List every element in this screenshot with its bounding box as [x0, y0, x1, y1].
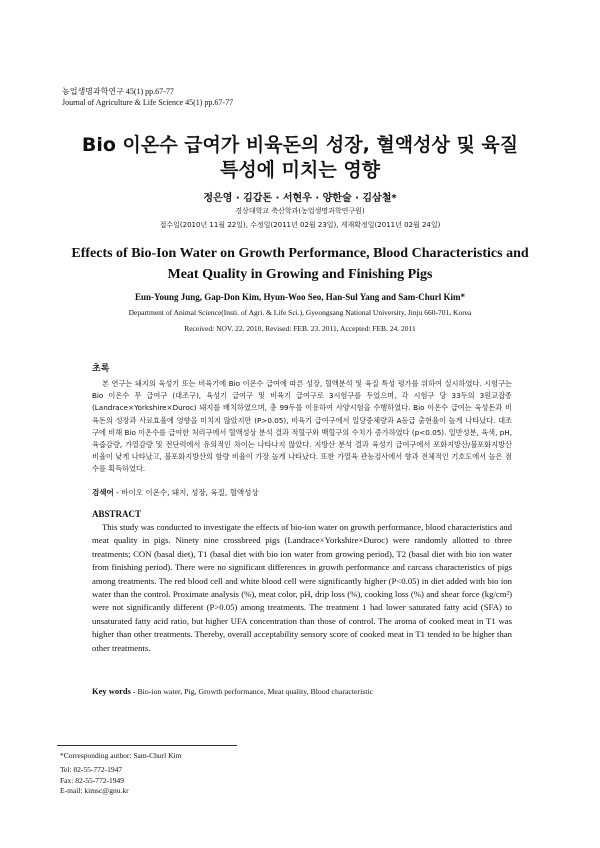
- authors-korean: 정은영 · 김갑돈 · 서현우 · 양한술 · 김삼철*: [203, 193, 397, 204]
- keywords-ko: [92, 487, 259, 498]
- title-en-line1: Effects of Bio-Ion Water on Growth Performance, Blood Characteristics and: [71, 246, 529, 261]
- keywords-ko-list: - 바이오 이온수, 돼지, 성장, 육질, 혈액성상: [116, 488, 259, 497]
- footnote-corresponding: *Corresponding author: Sam-Churl Kim: [60, 751, 182, 760]
- affiliation-korean: 경상대학교 축산학과(농업생명과학연구원): [235, 207, 365, 215]
- footnote-divider: [57, 745, 237, 746]
- journal-name-ko: 농업생명과학연구 45(1) pp.67-77: [62, 87, 174, 96]
- keywords-ko-label: 검색어: [92, 488, 114, 497]
- title-english: [30, 243, 570, 285]
- footnote: [60, 751, 181, 797]
- footnote-tel: Tel: 82-55-772-1947: [60, 765, 123, 775]
- title-en-line2: Meat Quality in Growing and Finishing Pigs: [167, 267, 433, 282]
- keywords-en-label: Key words: [92, 686, 131, 696]
- abstract-ko-text: 본 연구는 돼지의 육성기 또는 비육기에 Bio 이온수 급여에 따른 성장, 혈액분석 및 육질 특성 평가를 위하여 실시하였다. 시험구는 Bio 이온수 무 급여구 (대조구), 육성기 급여구 및 비육기 급여구로 3시험구를 두었으며, 각 시험구 당 33두의 3원교잡종 (Landrace×Yorkshire×Duroc) 돼지를 배치하였으며, 총 99두를 이용하여 사양시험을 수행하였다. Bio 이온수 급여는 육성돈과 비육돈의 성장과 사료효율에 영향을 미치지 않았지만 (P>0.05), 비육기 급여구에서 일당증체량과 A등급 출현율이 높게 나타났다. 대조구에 비해 Bio 이온수를 급여한 처리구에서 혈액성상 분석 결과 적혈구와 백혈구의 수치가 증가하였다 (p<0.05). 일반성분, 육색, pH, 육즙감량, 가열감량 및 전단력에서 유의적인 차이는 나타나지 않았다. 지방산 분석 결과 육성기 급여구에서 포화지방산/불포화지방산 비율이 낮게 나타났고, 불포화지방산의 함량 비율이 가장 높게 나타났다. 또한 가열육 관능검사에서 향과 전체적인 기호도에서 높은 점수를 획득하였다.: [92, 379, 512, 474]
- keywords-en: [92, 686, 373, 696]
- affiliation-english: Department of Animal Science(Insti. of Agri. & Life Sci.), Gyeongsang National University, Jinju 660-701, Korea: [128, 308, 472, 317]
- abstract-en-heading: ABSTRACT: [92, 509, 142, 519]
- footnote-fax: Fax: 82-55-772-1949: [60, 775, 124, 785]
- title-ko-line2: 특성에 미치는 영향: [219, 159, 381, 181]
- dates-korean: 접수일(2010년 11월 22일), 수정일(2011년 02월 23일), 게재확정일(2011년 02월 24일): [159, 221, 441, 229]
- abstract-en-text: This study was conducted to investigate the effects of bio-ion water on growth performance, blood characteristics and meat quality in pigs. Ninety nine crossbreed pigs (Landrace×Yorkshire×Duroc) were randomly allotted to three treatments; CON (basal diet), T1 (basal diet with bio ion water from growing period), T2 (basal diet with bio ion water from finishing period). There were no significant differences in growth performance and carcass characteristics of pigs among treatments. The red blood cell and white blood cell were significantly higher (P<0.05) in diet added with bio ion water than the control. Proximate analysis (%), meat color, pH, drip loss (%), cooking loss (%) and shear force (kg/cm²) were not significantly different (P>0.05) among treatments. The treatment 1 had lower saturated fatty acid (SFA) to unsaturated fatty acid ratio, but higher UFA concentration than those of control. The aroma of cooked meat in T1 was higher than other treatments. Thereby, overall acceptability sensory score of cooked meat in T1 tended to be higher than other treatments.: [92, 522, 512, 653]
- footnote-email: E-mail: kimsc@gnu.kr: [60, 786, 129, 796]
- keywords-en-list: - Bio-ion water, Pig, Growth performance, Meat quality, Blood characteristic: [132, 687, 374, 696]
- journal-header: [62, 86, 233, 108]
- title-ko-line1: Bio 이온수 급여가 비육돈의 성장, 혈액성상 및 육질: [81, 134, 519, 156]
- journal-name-en: Journal of Agriculture & Life Science 45(1) pp.67-77: [62, 98, 234, 107]
- authors-english: Eun-Young Jung, Gap-Don Kim, Hyun-Woo Seo, Han-Sul Yang and Sam-Churl Kim*: [134, 292, 465, 302]
- abstract-ko-heading: 초록: [92, 364, 110, 374]
- title-korean: [40, 133, 560, 183]
- dates-english: Received: NOV. 22. 2010, Revised: FEB. 23. 2011, Accepted: FEB. 24. 2011: [184, 324, 416, 333]
